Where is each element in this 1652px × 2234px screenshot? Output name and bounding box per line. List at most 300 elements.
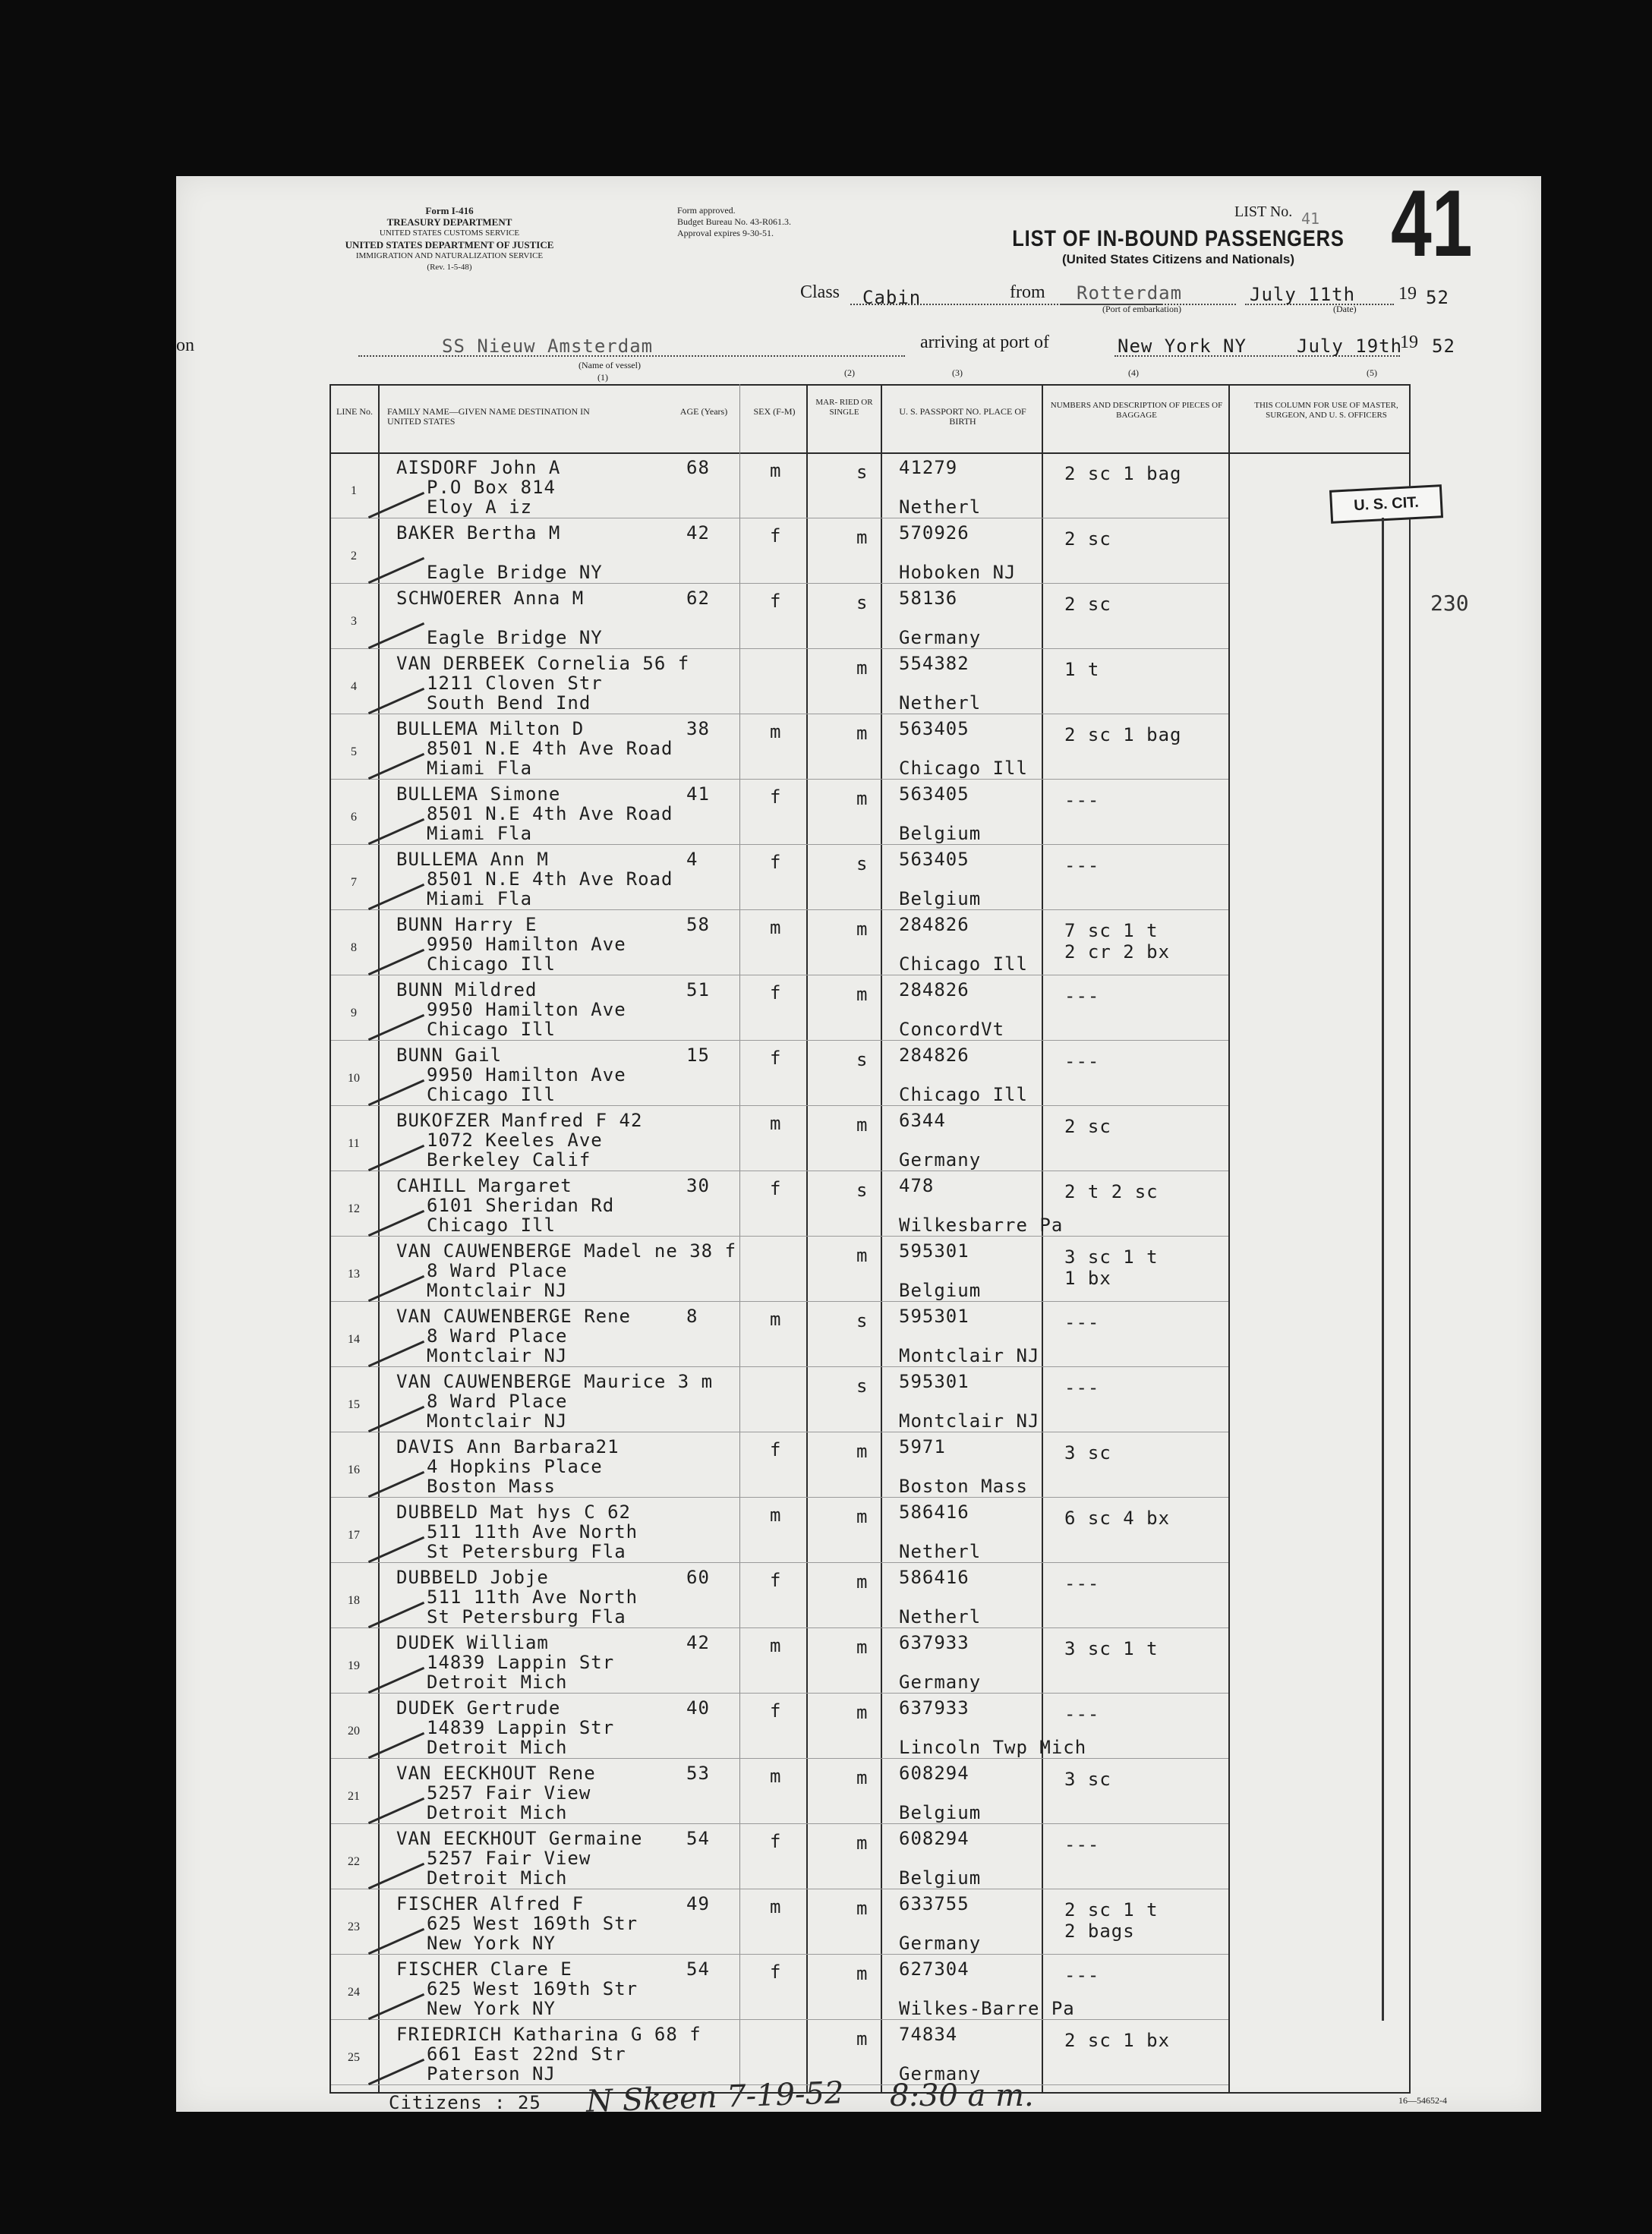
- passenger-name: VAN CAUWENBERGE Rene: [396, 1306, 631, 1327]
- place-of-birth: Netherl: [899, 496, 982, 518]
- age: 15: [686, 1045, 710, 1066]
- title-block: [981, 226, 1376, 267]
- marital-status: s: [856, 1180, 869, 1201]
- marital-status: m: [856, 1898, 869, 1919]
- passenger-name: VAN EECKHOUT Rene: [396, 1763, 596, 1784]
- passport-number: 563405: [899, 849, 969, 870]
- line-number: 17: [348, 1529, 360, 1542]
- us-citizen-stamp: U. S. CIT.: [1329, 484, 1443, 524]
- line-number: 4: [351, 680, 357, 693]
- col-head-married: MAR- RIED OR SINGLE: [815, 398, 873, 417]
- destination-city: Montclair NJ: [427, 1410, 568, 1432]
- agency-header: [290, 205, 609, 273]
- sex: m: [770, 1505, 782, 1526]
- passenger-name: BUNN Mildred: [396, 979, 538, 1000]
- destination-city: New York NY: [427, 1933, 556, 1954]
- baggage-1: ---: [1064, 1834, 1100, 1855]
- form-code: 16—54652-4: [1398, 2095, 1447, 2106]
- age: 51: [686, 979, 710, 1000]
- baggage-1: 1 t: [1064, 659, 1100, 680]
- sex: f: [770, 1048, 782, 1069]
- address-line: 14839 Lappin Str: [427, 1717, 615, 1738]
- address-line: 661 East 22nd Str: [427, 2043, 626, 2065]
- destination-city: Miami Fla: [427, 823, 533, 844]
- col4-caption: (4): [1128, 367, 1139, 378]
- sex: m: [770, 1635, 782, 1656]
- passenger-name: DUDEK Gertrude: [396, 1697, 561, 1719]
- baggage-1: ---: [1064, 1312, 1100, 1333]
- address-line: 8 Ward Place: [427, 1391, 568, 1412]
- place-of-birth: Belgium: [899, 1867, 982, 1889]
- dept-treasury: TREASURY DEPARTMENT: [386, 216, 512, 228]
- passenger-name: VAN CAUWENBERGE Maurice 3 m: [396, 1371, 714, 1392]
- place-of-birth: Boston Mass: [899, 1476, 1028, 1497]
- row-divider: [331, 1366, 1228, 1367]
- age: 54: [686, 1828, 710, 1849]
- baggage-2: 2 cr 2 bx: [1064, 941, 1171, 963]
- header-divider: [329, 452, 1411, 454]
- age: 42: [686, 1632, 710, 1653]
- destination-city: Chicago Ill: [427, 1019, 556, 1040]
- passport-number: 74834: [899, 2024, 958, 2045]
- baggage-2: 1 bx: [1064, 1268, 1111, 1289]
- col-divider: [881, 384, 882, 2092]
- line-number: 18: [348, 1594, 360, 1607]
- row-divider: [331, 1823, 1228, 1824]
- year-value: 52: [1426, 287, 1449, 308]
- row-divider: [331, 779, 1228, 780]
- baggage-1: 7 sc 1 t: [1064, 920, 1159, 941]
- place-of-birth: Netherl: [899, 1541, 982, 1562]
- sex: f: [770, 591, 782, 612]
- dept-customs: UNITED STATES CUSTOMS SERVICE: [379, 228, 520, 238]
- marital-status: m: [856, 1506, 869, 1527]
- line-number: 16: [348, 1464, 360, 1476]
- destination-city: Detroit Mich: [427, 1802, 568, 1823]
- destination-city: Eagle Bridge NY: [427, 562, 603, 583]
- row-divider: [331, 1758, 1228, 1759]
- passport-number: 284826: [899, 914, 969, 935]
- depart-date: July 11th: [1250, 284, 1356, 305]
- address-line: 625 West 169th Str: [427, 1978, 638, 1999]
- line-number: 13: [348, 1268, 360, 1281]
- address-line: 511 11th Ave North: [427, 1586, 638, 1608]
- sex: m: [770, 1896, 782, 1917]
- marital-status: m: [856, 918, 869, 940]
- baggage-1: 3 sc 1 t: [1064, 1638, 1159, 1659]
- age: 68: [686, 457, 710, 478]
- sex: m: [770, 917, 782, 938]
- passenger-name: FISCHER Alfred F: [396, 1893, 585, 1914]
- sex: f: [770, 525, 782, 547]
- arrival-date: July 19th: [1297, 336, 1403, 357]
- passenger-name: CAHILL Margaret: [396, 1175, 572, 1196]
- passenger-name: BULLEMA Simone: [396, 783, 561, 805]
- place-of-birth: Netherl: [899, 1606, 982, 1627]
- passport-number: 633755: [899, 1893, 969, 1914]
- age: 40: [686, 1697, 710, 1719]
- address-line: 511 11th Ave North: [427, 1521, 638, 1542]
- marital-status: s: [856, 1310, 869, 1331]
- form-revision: (Rev. 1-5-48): [427, 263, 472, 272]
- dept-ins: IMMIGRATION AND NATURALIZATION SERVICE: [355, 251, 544, 260]
- baggage-1: ---: [1064, 855, 1100, 876]
- baggage-1: ---: [1064, 985, 1100, 1007]
- col-head-passport: U. S. PASSPORT NO. PLACE OF BIRTH: [899, 406, 1026, 427]
- class-label: Class: [800, 282, 840, 302]
- sex: f: [770, 1700, 782, 1722]
- inspection-time: 8:30 a m.: [890, 2078, 1034, 2113]
- baggage-1: 2 sc 1 bx: [1064, 2030, 1171, 2051]
- place-of-birth: Montclair NJ: [899, 1410, 1040, 1432]
- address-line: 8501 N.E 4th Ave Road: [427, 868, 673, 890]
- passport-number: 586416: [899, 1567, 969, 1588]
- line-number: 7: [351, 876, 357, 889]
- passenger-name: FRIEDRICH Katharina G 68 f: [396, 2024, 701, 2045]
- place-of-birth: Germany: [899, 1149, 982, 1171]
- place-of-birth: Germany: [899, 627, 982, 648]
- place-of-birth: Belgium: [899, 888, 982, 909]
- passport-number: 478: [899, 1175, 935, 1196]
- baggage-1: 3 sc 1 t: [1064, 1246, 1159, 1268]
- col-divider: [1228, 384, 1230, 2092]
- date-caption: (Date): [1333, 304, 1357, 314]
- address-line: 8501 N.E 4th Ave Road: [427, 803, 673, 824]
- marital-status: m: [856, 1441, 869, 1462]
- marital-status: m: [856, 527, 869, 548]
- row-divider: [331, 844, 1228, 845]
- arrival-year: 52: [1432, 336, 1455, 357]
- place-of-birth: Germany: [899, 1933, 982, 1954]
- address-line: 8 Ward Place: [427, 1325, 568, 1347]
- place-of-birth: Germany: [899, 1672, 982, 1693]
- age: 49: [686, 1893, 710, 1914]
- marital-status: m: [856, 723, 869, 744]
- destination-city: Chicago Ill: [427, 1215, 556, 1236]
- destination-city: Chicago Ill: [427, 1084, 556, 1105]
- row-divider: [331, 1562, 1228, 1563]
- sex: m: [770, 460, 782, 481]
- destination-city: Detroit Mich: [427, 1867, 568, 1889]
- age: 4: [686, 849, 698, 870]
- list-no-label: LIST No.: [1234, 203, 1293, 220]
- approval-line-3: Approval expires 9-30-51.: [677, 228, 774, 238]
- passenger-name: BULLEMA Milton D: [396, 718, 585, 739]
- line-number: 10: [348, 1072, 360, 1085]
- line-number: 23: [348, 1920, 360, 1933]
- baggage-1: 2 sc 1 bag: [1064, 463, 1182, 484]
- passport-number: 41279: [899, 457, 958, 478]
- passenger-name: BULLEMA Ann M: [396, 849, 549, 870]
- sex: f: [770, 1178, 782, 1199]
- sex: f: [770, 982, 782, 1004]
- destination-city: New York NY: [427, 1998, 556, 2019]
- passenger-list-page: [176, 172, 1541, 2119]
- destination-city: St Petersburg Fla: [427, 1606, 626, 1627]
- place-of-birth: Wilkesbarre Pa: [899, 1215, 1064, 1236]
- passenger-name: DUBBELD Mat hys C 62: [396, 1501, 631, 1523]
- line-number: 1: [351, 484, 357, 497]
- row-divider: [331, 648, 1228, 649]
- destination-city: Chicago Ill: [427, 953, 556, 975]
- vessel-name: SS Nieuw Amsterdam: [442, 336, 654, 357]
- destination-city: Miami Fla: [427, 888, 533, 909]
- place-of-birth: Montclair NJ: [899, 1345, 1040, 1366]
- col-head-sex: SEX (F-M): [753, 406, 796, 417]
- address-line: 6101 Sheridan Rd: [427, 1195, 615, 1216]
- vessel-caption: (Name of vessel): [579, 360, 641, 370]
- marital-status: m: [856, 1637, 869, 1658]
- marital-status: m: [856, 657, 869, 679]
- sex: f: [770, 1570, 782, 1591]
- arrival-year-prefix: 19: [1400, 332, 1418, 352]
- address-line: 625 West 169th Str: [427, 1913, 638, 1934]
- sex: m: [770, 1113, 782, 1134]
- passport-number: 563405: [899, 718, 969, 739]
- age: 41: [686, 783, 710, 805]
- line-number: 25: [348, 2051, 360, 2064]
- sex: f: [770, 1831, 782, 1852]
- line-number: 22: [348, 1855, 360, 1868]
- row-divider: [331, 583, 1228, 584]
- passport-number: 284826: [899, 1045, 969, 1066]
- line-number: 8: [351, 941, 357, 954]
- passenger-name: DUDEK William: [396, 1632, 549, 1653]
- line-number: 2: [351, 550, 357, 562]
- destination-city: Detroit Mich: [427, 1672, 568, 1693]
- destination-city: Berkeley Calif: [427, 1149, 591, 1171]
- marital-status: m: [856, 2028, 869, 2050]
- destination-city: Detroit Mich: [427, 1737, 568, 1758]
- address-line: 4 Hopkins Place: [427, 1456, 603, 1477]
- place-of-birth: Belgium: [899, 1280, 982, 1301]
- line-number: 12: [348, 1202, 360, 1215]
- col-divider: [739, 384, 740, 2092]
- baggage-1: 2 t 2 sc: [1064, 1181, 1159, 1202]
- col-divider: [378, 384, 380, 2092]
- list-no-typed: 41: [1301, 210, 1320, 228]
- destination-city: Montclair NJ: [427, 1345, 568, 1366]
- age: 53: [686, 1763, 710, 1784]
- page-subtitle: (United States Citizens and Nationals): [1061, 252, 1295, 266]
- col1-caption: (1): [597, 372, 608, 383]
- sex: f: [770, 1961, 782, 1983]
- marital-status: m: [856, 984, 869, 1005]
- address-line: 5257 Fair View: [427, 1848, 591, 1869]
- baggage-1: 2 sc: [1064, 1116, 1111, 1137]
- row-divider: [331, 1627, 1228, 1628]
- age: 54: [686, 1958, 710, 1980]
- passenger-name: VAN CAUWENBERGE Madel ne 38 f: [396, 1240, 737, 1262]
- col-head-name: FAMILY NAME—GIVEN NAME DESTINATION IN UNITED STATES: [387, 406, 590, 427]
- row-divider: [331, 1105, 1228, 1106]
- passport-number: 586416: [899, 1501, 969, 1523]
- age: 42: [686, 522, 710, 544]
- col2-caption: (2): [844, 367, 855, 378]
- destination-city: Boston Mass: [427, 1476, 556, 1497]
- passport-number: 627304: [899, 1958, 969, 1980]
- passport-number: 637933: [899, 1697, 969, 1719]
- passport-number: 608294: [899, 1828, 969, 1849]
- baggage-1: ---: [1064, 1377, 1100, 1398]
- sex: f: [770, 1439, 782, 1460]
- address-line: 9950 Hamilton Ave: [427, 999, 626, 1020]
- baggage-1: 3 sc: [1064, 1769, 1111, 1790]
- passenger-name: DUBBELD Jobje: [396, 1567, 549, 1588]
- marital-status: m: [856, 788, 869, 809]
- line-number: 6: [351, 811, 357, 824]
- passenger-name: DAVIS Ann Barbara21: [396, 1436, 620, 1457]
- passenger-name: VAN DERBEEK Cornelia 56 f: [396, 653, 690, 674]
- col3-caption: (3): [952, 367, 963, 378]
- sex: m: [770, 721, 782, 742]
- line-number: 5: [351, 745, 357, 758]
- place-of-birth: Belgium: [899, 1802, 982, 1823]
- marital-status: m: [856, 1963, 869, 1984]
- place-of-birth: ConcordVt: [899, 1019, 1005, 1040]
- row-divider: [331, 1954, 1228, 1955]
- age: 30: [686, 1175, 710, 1196]
- sex: m: [770, 1766, 782, 1787]
- destination-city: Eloy A iz: [427, 496, 533, 518]
- destination-city: South Bend Ind: [427, 692, 591, 714]
- budget-approval: [677, 205, 859, 239]
- on-label: on: [176, 336, 194, 355]
- officer-note: 230: [1430, 591, 1469, 616]
- dept-justice: UNITED STATES DEPARTMENT OF JUSTICE: [345, 239, 554, 250]
- col-divider: [806, 384, 808, 2092]
- age: 58: [686, 914, 710, 935]
- destination-city: St Petersburg Fla: [427, 1541, 626, 1562]
- row-divider: [331, 1301, 1228, 1302]
- passport-number: 5971: [899, 1436, 946, 1457]
- line-number: 14: [348, 1333, 360, 1346]
- line-number: 11: [348, 1137, 360, 1150]
- baggage-1: 2 sc 1 bag: [1064, 724, 1182, 745]
- address-line: 1211 Cloven Str: [427, 673, 603, 694]
- place-of-birth: Netherl: [899, 692, 982, 714]
- marital-status: m: [856, 1571, 869, 1593]
- age: 8: [686, 1306, 698, 1327]
- line-number: 19: [348, 1659, 360, 1672]
- col5-caption: (5): [1367, 367, 1377, 378]
- passport-number: 58136: [899, 588, 958, 609]
- from-value: Rotterdam: [1077, 282, 1183, 304]
- address-line: 8501 N.E 4th Ave Road: [427, 738, 673, 759]
- address-line: 9950 Hamilton Ave: [427, 934, 626, 955]
- destination-city: Paterson NJ: [427, 2063, 556, 2084]
- officer-check-line: [1382, 518, 1384, 2021]
- baggage-1: ---: [1064, 789, 1100, 811]
- marital-status: m: [856, 1702, 869, 1723]
- baggage-1: ---: [1064, 1573, 1100, 1594]
- passenger-name: BUKOFZER Manfred F 42: [396, 1110, 643, 1131]
- approval-line-2: Budget Bureau No. 43-R061.3.: [677, 216, 791, 227]
- sex: m: [770, 1309, 782, 1330]
- page-title: LIST OF IN-BOUND PASSENGERS: [1012, 226, 1345, 251]
- row-divider: [331, 1497, 1228, 1498]
- passport-number: 6344: [899, 1110, 946, 1131]
- marital-status: s: [856, 1049, 869, 1070]
- passport-number: 637933: [899, 1632, 969, 1653]
- place-of-birth: Chicago Ill: [899, 1084, 1028, 1105]
- row-divider: [331, 1040, 1228, 1041]
- passport-number: 284826: [899, 979, 969, 1000]
- list-no-large: 41: [1391, 172, 1473, 276]
- baggage-2: 2 bags: [1064, 1920, 1135, 1942]
- baggage-1: 2 sc: [1064, 528, 1111, 550]
- baggage-1: ---: [1064, 1965, 1100, 1986]
- row-divider: [331, 1693, 1228, 1694]
- passport-number: 608294: [899, 1763, 969, 1784]
- row-divider: [331, 2019, 1228, 2020]
- baggage-1: 2 sc: [1064, 594, 1111, 615]
- address-line: 1072 Keeles Ave: [427, 1130, 603, 1151]
- address-line: P.O Box 814: [427, 477, 556, 498]
- citizens-count: Citizens : 25: [389, 2092, 541, 2113]
- col-head-age: AGE (Years): [679, 406, 728, 417]
- col-divider: [1042, 384, 1043, 2092]
- place-of-birth: Belgium: [899, 823, 982, 844]
- col-head-line: LINE No.: [336, 406, 373, 417]
- passenger-name: BAKER Bertha M: [396, 522, 561, 544]
- baggage-1: 2 sc 1 t: [1064, 1899, 1159, 1920]
- passenger-name: VAN EECKHOUT Germaine: [396, 1828, 643, 1849]
- col-head-baggage: NUMBERS AND DESCRIPTION OF PIECES OF BAGGAGE: [1050, 401, 1223, 420]
- arrival-port: New York NY: [1118, 336, 1247, 357]
- marital-status: m: [856, 1114, 869, 1136]
- line-number: 15: [348, 1398, 360, 1411]
- marital-status: s: [856, 592, 869, 613]
- passport-number: 595301: [899, 1371, 969, 1392]
- line-number: 3: [351, 615, 357, 628]
- place-of-birth: Germany: [899, 2063, 982, 2084]
- baggage-1: ---: [1064, 1051, 1100, 1072]
- inspector-signature: N Skeen 7-19-52: [585, 2075, 845, 2119]
- marital-status: m: [856, 1245, 869, 1266]
- line-number: 9: [351, 1007, 357, 1019]
- year-prefix: 19: [1398, 284, 1417, 304]
- baggage-1: 6 sc 4 bx: [1064, 1508, 1171, 1529]
- passenger-name: AISDORF John A: [396, 457, 561, 478]
- row-divider: [331, 1236, 1228, 1237]
- sex: f: [770, 786, 782, 808]
- age: 62: [686, 588, 710, 609]
- marital-status: s: [856, 1375, 869, 1397]
- marital-status: s: [856, 462, 869, 483]
- address-line: 5257 Fair View: [427, 1782, 591, 1804]
- passport-number: 570926: [899, 522, 969, 544]
- col-head-officers: THIS COLUMN FOR USE OF MASTER, SURGEON, AND U. S. OFFICERS: [1254, 401, 1398, 420]
- passenger-name: BUNN Harry E: [396, 914, 538, 935]
- marital-status: s: [856, 853, 869, 874]
- passport-number: 595301: [899, 1240, 969, 1262]
- approval-line-1: Form approved.: [677, 205, 736, 216]
- line-number: 24: [348, 1986, 360, 1999]
- baggage-1: 3 sc: [1064, 1442, 1111, 1464]
- marital-status: m: [856, 1767, 869, 1788]
- place-of-birth: Wilkes-Barre Pa: [899, 1998, 1075, 2019]
- destination-city: Miami Fla: [427, 758, 533, 779]
- form-id: Form I-416: [425, 205, 474, 216]
- row-divider: [331, 909, 1228, 910]
- address-line: 14839 Lappin Str: [427, 1652, 615, 1673]
- passenger-name: BUNN Gail: [396, 1045, 503, 1066]
- age: 38: [686, 718, 710, 739]
- from-label: from: [1010, 282, 1045, 302]
- line-number: 20: [348, 1725, 360, 1738]
- passenger-name: SCHWOERER Anna M: [396, 588, 585, 609]
